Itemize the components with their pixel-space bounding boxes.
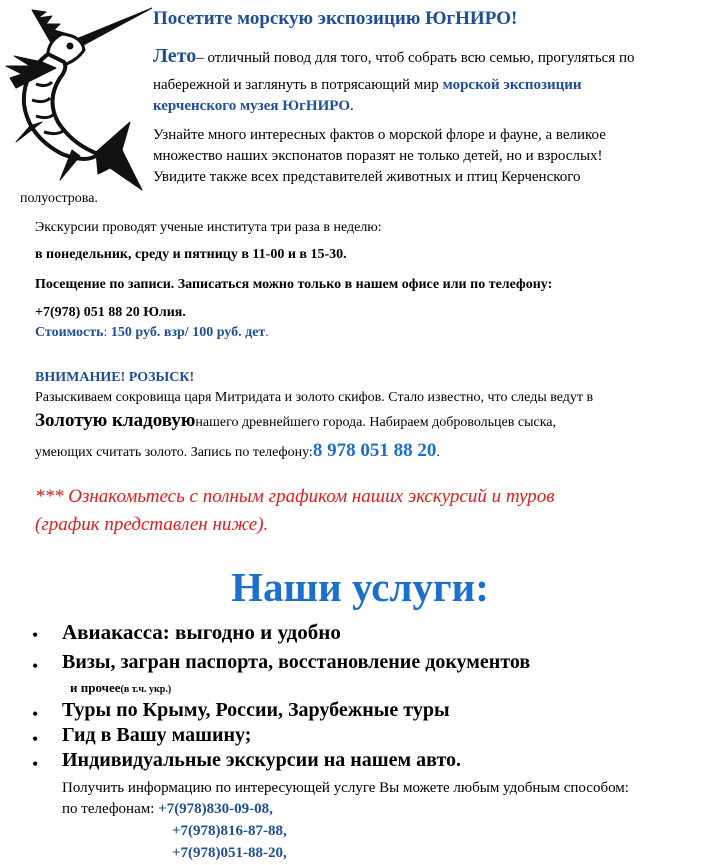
intro-lead-word: Лето (153, 45, 197, 67)
price-end: . (265, 325, 269, 340)
price-value: 150 руб. взр/ 100 руб. дет (110, 325, 266, 340)
contacts-intro: Получить информацию по интересующей услуге Вы можете любым удобным способом: (62, 780, 629, 796)
price-label: Стоимость (35, 325, 104, 340)
golden-vault-text: Золотую кладовую (35, 410, 196, 431)
phones-label: по телефонам: (62, 801, 159, 817)
service-sub-small: (в т.ч. укр.) (120, 684, 172, 695)
treasure-line-2 (35, 410, 556, 432)
service-item-tours: Туры по Крыму, России, Зарубежные туры (62, 699, 450, 721)
schedule-intro: Экскурсии проводят ученые института три раза в неделю: (35, 220, 382, 235)
intro-line-2-text: набережной и заглянуть в потрясающий мир (153, 77, 443, 93)
marlin-fish-icon (2, 4, 152, 192)
facts-line-4: полуострова. (20, 191, 98, 206)
service-item-guide: Гид в Вашу машину; (62, 724, 252, 746)
price-colon: : (103, 325, 111, 340)
service-item-avia: Авиакасса: выгодно и удобно (62, 620, 341, 644)
bullet-icon: • (32, 754, 39, 774)
treasure-line-3-text: умеющих считать золото. Запись по телефону: (35, 445, 313, 460)
price-line (35, 325, 269, 341)
service-item-visas: Визы, загран паспорта, восстановление документов (62, 651, 531, 673)
bullet-icon: • (32, 729, 39, 749)
intro-line-3 (153, 98, 354, 115)
bullet-icon: • (32, 656, 39, 676)
treasure-line-1: Разыскиваем сокровища царя Митридата и золото скифов. Стало известно, что следы ведут в (35, 390, 594, 405)
schedule-notice-line-2: (график представлен ниже). (35, 514, 269, 535)
treasure-phone[interactable]: 8 978 051 88 20 (312, 440, 437, 461)
phone-link-1[interactable]: +7(978)830-09-08, (158, 801, 273, 817)
service-item-excursions: Индивидуальные экскурсии на нашем авто. (62, 749, 462, 771)
treasure-line-3-end: . (436, 445, 440, 460)
museum-link-part-2[interactable]: керченского музея ЮгНИРО (153, 98, 350, 114)
bullet-icon: • (32, 704, 39, 724)
museum-link-part-1[interactable]: морской экспозиции (442, 77, 582, 93)
intro-line-2 (153, 77, 582, 94)
phone-link-3[interactable]: +7(978)051-88-20, (172, 845, 287, 861)
schedule-phone: +7(978) 051 88 20 Юлия. (35, 305, 186, 320)
phone-link-2[interactable]: +7(978)816-87-88, (172, 823, 287, 839)
intro-line-3-end: . (350, 98, 354, 114)
treasure-heading: ВНИМАНИЕ! РОЗЫСК! (35, 370, 195, 385)
services-title: Наши услуги: (231, 564, 489, 610)
schedule-booking: Посещение по записи. Записаться можно только в нашем офисе или по телефону: (35, 277, 553, 292)
bullet-icon: • (32, 625, 39, 645)
treasure-line-2-text: нашего древнейшего города. Набираем добровольцев сыска, (195, 415, 557, 430)
intro-line-1 (153, 45, 635, 68)
contacts-phones-row-1 (62, 801, 273, 818)
schedule-notice-line-1: *** Ознакомьтесь с полным графиком наших экскурсий и туров (35, 486, 555, 507)
treasure-line-3 (35, 440, 440, 462)
schedule-days: в понедельник, среду и пятницу в 11-00 и в 15-30. (35, 247, 347, 262)
page-title: Посетите морскую экспозицию ЮгНИРО! (153, 8, 518, 29)
intro-line-1-text: – отличный повод для того, чтоб собрать всю семью, прогуляться по (196, 50, 635, 66)
facts-line-3: Увидите также всех представителей животных и птиц Керченского (153, 169, 581, 185)
service-item-visas-sub (70, 680, 171, 696)
service-sub-text: и прочее (70, 680, 121, 695)
facts-line-1: Узнайте много интересных фактов о морской флоре и фауне, а великое (153, 127, 606, 143)
facts-line-2: множество наших экспонатов поразят не только детей, но и взрослых! (153, 148, 603, 164)
